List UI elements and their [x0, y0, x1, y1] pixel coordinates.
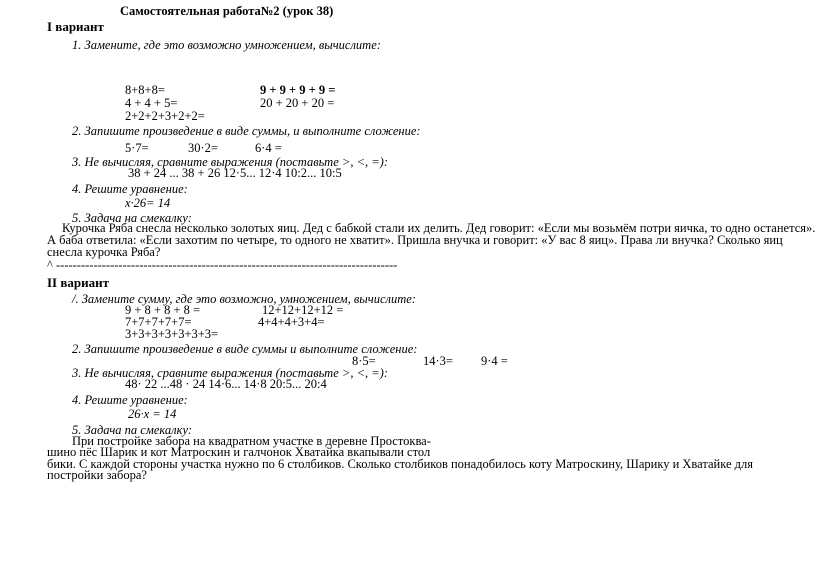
v2-expr-1c: 7+7+7+7+7=	[125, 315, 192, 329]
v2-expr-2c: 9·4 =	[481, 354, 508, 368]
v1-expr-2a: 5·7=	[125, 141, 149, 155]
v1-story-line-1: Курочка Ряба снесла несколько золотых яиц. Дед с бабкой стали их делить. Дед говорит: «Если мы возьмём потри яичка, то одно останется».	[62, 221, 816, 235]
v1-expr-2c: 6·4 =	[255, 141, 282, 155]
v1-expr-4: х·26= 14	[125, 196, 171, 210]
v2-expr-1b: 12+12+12+12 =	[262, 303, 344, 317]
v1-expr-1a: 8+8+8=	[125, 83, 165, 97]
v2-story-line-4: постройки забора?	[47, 468, 147, 482]
page-title: Самостоятельная работа№2 (урок 38)	[120, 4, 334, 18]
variant-2-heading: II вариант	[47, 275, 109, 290]
v2-story-line-1: При постройке забора на квадратном участке в деревне Простоква-	[72, 434, 431, 448]
v2-task-1: /. Замените сумму, где это возможно, умножением, вычислите:	[72, 292, 416, 306]
v2-expr-1d: 4+4+4+3+4=	[258, 315, 325, 329]
v1-task-3: 3. Не вычисляя, сравните выражения (поставьте >, <, =):	[72, 155, 389, 169]
v1-task-2: 2. Запишите произведение в виде суммы, и выполните сложение:	[72, 124, 421, 138]
v2-task-3: 3. Не вычисляя, сравните выражения (поставьте >, <, =):	[72, 366, 389, 380]
v2-expr-4: 26·х = 14	[128, 407, 177, 421]
v1-expr-3: 38 + 24 ... 38 + 26 12·5... 12·4 10:2... 10:5	[128, 166, 342, 180]
v1-expr-1c: 4 + 4 + 5=	[125, 96, 178, 110]
v2-story-line-2: шино пёс Шарик и кот Матроскин и галчонок Хватайка вкапывали стол	[47, 445, 431, 459]
variant-1-heading: I вариант	[47, 19, 104, 34]
v1-story-line-2: А баба ответила: «Если захотим по четыре, то одного не хватит». Пришла внучка и говорит: «У вас 8 яиц». Права ли внучка? Сколько яиц	[47, 233, 783, 247]
v2-expr-2a: 8·5=	[352, 354, 376, 368]
v1-expr-1e: 2+2+2+3+2+2=	[125, 109, 205, 123]
v1-task-1: 1. Замените, где это возможно умножением, вычислите:	[72, 38, 381, 52]
v1-expr-2b: 30·2=	[188, 141, 218, 155]
v1-task-4: 4. Решите уравнение:	[72, 182, 188, 196]
v1-task-5: 5. Задача на смекалку:	[72, 211, 192, 225]
v1-expr-1b: 9 + 9 + 9 + 9 =	[260, 83, 336, 97]
v2-expr-1a: 9 + 8 + 8 + 8 =	[125, 303, 201, 317]
v2-task-4: 4. Решите уравнение:	[72, 393, 188, 407]
v1-expr-1d: 20 + 20 + 20 =	[260, 96, 335, 110]
v1-story-line-3: снесла курочка Ряба?	[47, 245, 161, 259]
v2-expr-1e: 3+3+3+3+3+3+3=	[125, 327, 219, 341]
separator-line: ^ ----------------------------------------------------------------------------------	[47, 258, 398, 272]
v2-expr-3: 48· 22 ...48 · 24 14·6... 14·8 20:5... 20:4	[125, 377, 327, 391]
v2-story-line-3: бики. С каждой стороны участка нужно по 6 столбиков. Сколько столбиков понадобилось коту Матроскину, Шарику и Хватайке для	[47, 457, 754, 471]
v2-task-2: 2. Запишите произведение в виде суммы и выполните сложение:	[72, 342, 418, 356]
v2-expr-2b: 14·3=	[423, 354, 453, 368]
v2-task-5: 5. Задача па смекалку:	[72, 423, 193, 437]
